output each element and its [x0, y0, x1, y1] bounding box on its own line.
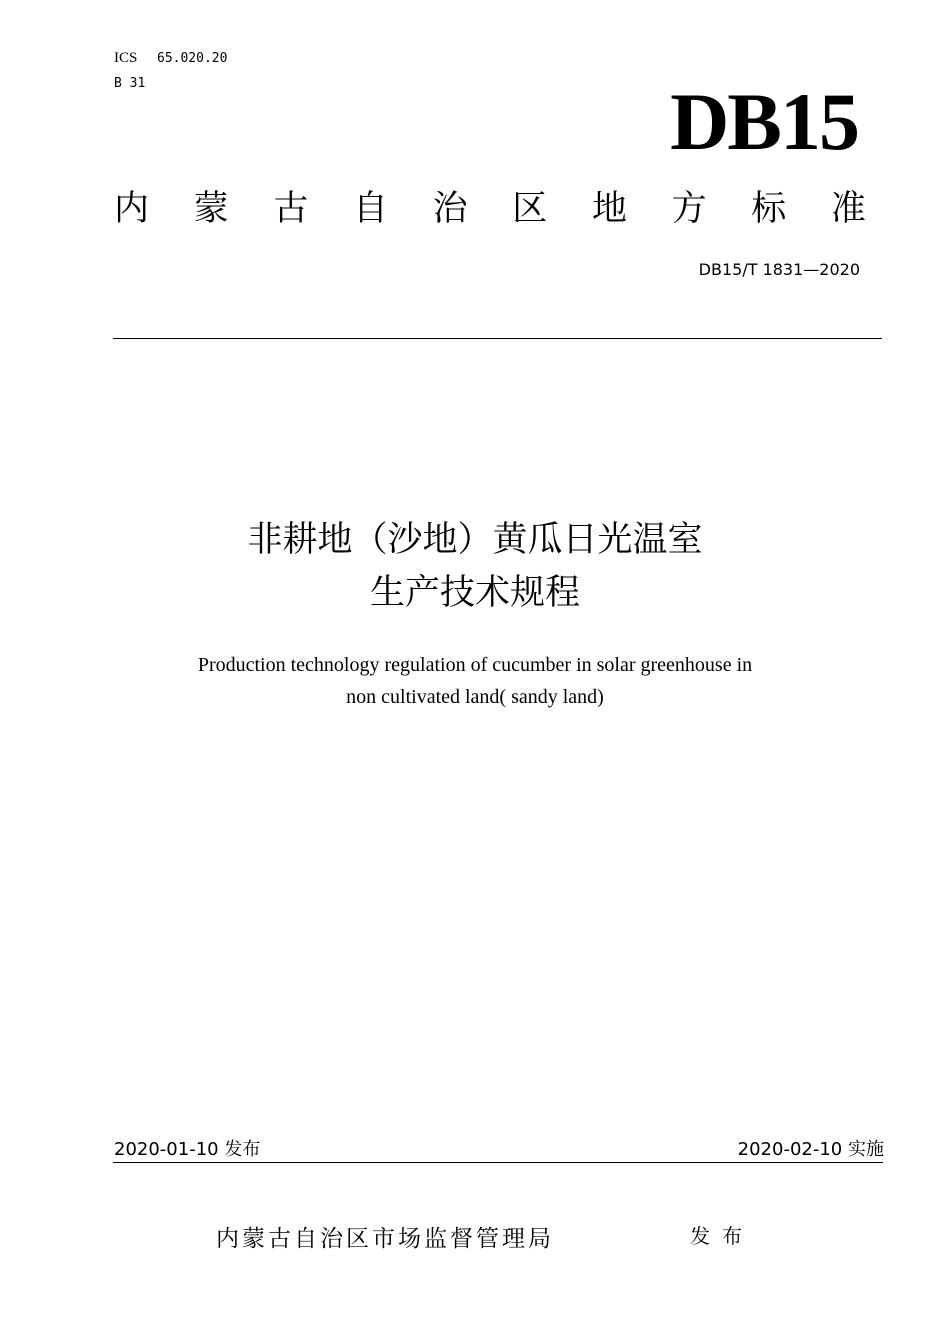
standard-mark: DB15: [670, 76, 858, 167]
standard-type-char: 地: [591, 189, 627, 229]
standard-type-char: 准: [830, 189, 866, 229]
standard-type-heading: [114, 186, 866, 232]
standard-number: DB15/T 1831—2020: [698, 260, 860, 279]
issue-date: 2020-01-10 发布: [114, 1139, 261, 1160]
issued-label: 发布: [690, 1224, 754, 1248]
ics-label: ICS: [114, 50, 138, 66]
standard-type-char: 蒙: [193, 189, 229, 229]
title-chinese-line1: 非耕地（沙地）黄瓜日光温室: [247, 520, 703, 560]
issuing-authority: 内蒙古自治区市场监督管理局: [216, 1226, 554, 1252]
standard-type-char: 治: [432, 189, 468, 229]
standard-type-char: 标: [751, 189, 787, 229]
standard-type-char: 古: [273, 189, 309, 229]
bottom-divider: [113, 1162, 883, 1163]
title-english-line2: non cultivated land( sandy land): [346, 686, 604, 708]
standard-type-char: 自: [352, 189, 388, 229]
title-english-line1: Production technology regulation of cucumber in solar greenhouse in: [197, 654, 753, 676]
standard-type-char: 区: [512, 189, 548, 229]
title-chinese-line2: 生产技术规程: [369, 573, 580, 613]
standard-type-char: 方: [671, 189, 707, 229]
top-divider: [113, 338, 882, 339]
ccs-code: B 31: [114, 76, 146, 91]
implementation-date: 2020-02-10 实施: [737, 1139, 884, 1160]
ics-code: 65.020.20: [157, 51, 228, 66]
standard-type-char: 内: [114, 189, 150, 229]
